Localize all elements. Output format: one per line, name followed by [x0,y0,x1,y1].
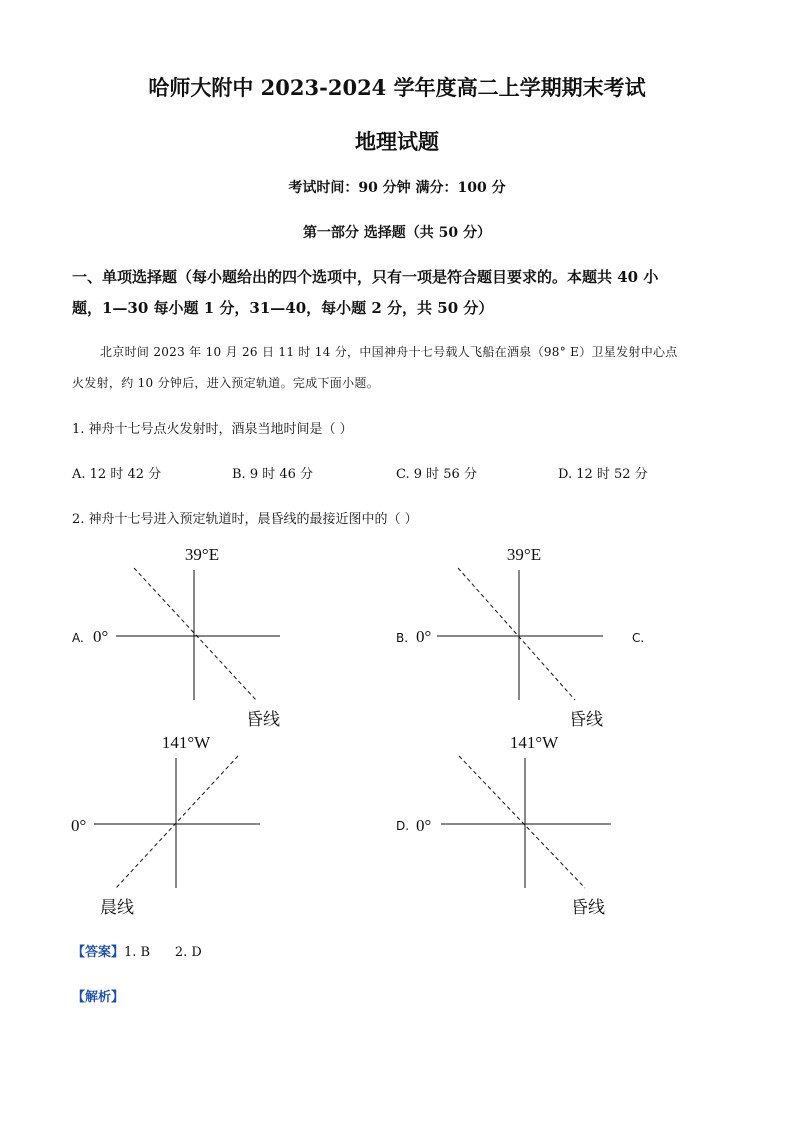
diagram-c-line-label: 晨线 [100,898,134,917]
analysis-label: 【解析】 [72,990,125,1005]
diagram-c-equator-label: 0° [71,816,87,835]
answer-label: 【答案】 [72,945,125,960]
section-heading-line1: 一、单项选择题（每小题给出的四个选项中，只有一项是符合题目要求的。本题共 40 小 [72,268,659,286]
answer-row [72,941,202,960]
part-heading: 第一部分 选择题（共 50 分） [302,225,492,241]
q1-option-a: A. 12 时 42 分 [72,467,162,482]
question-2-stem: 2. 神舟十七号进入预定轨道时，晨昏线的最接近图中的（ ） [72,512,418,527]
diagram-d [385,728,625,918]
page-title: 哈师大附中 2023-2024 学年度高二上学期期末考试 [148,75,646,100]
diagram-b [385,540,625,730]
section-heading-line2: 题，1—30 每小题 1 分，31—40，每小题 2 分，共 50 分） [72,299,494,317]
diagram-a-equator-label: 0° [93,627,109,646]
diagram-d-equator-label: 0° [416,816,432,835]
q1-option-d: D. 12 时 52 分 [558,467,648,482]
diagram-d-letter: D. [396,819,410,833]
exam-info: 考试时间：90 分钟 满分：100 分 [288,180,506,196]
diagram-a-letter: A. [72,631,84,645]
q1-option-b: B. 9 时 46 分 [232,467,314,482]
page-subtitle: 地理试题 [355,129,439,154]
diagram-b-letter: B. [396,631,409,645]
diagram-d-terminator-line [459,756,585,888]
diagram-b-line-label: 昏线 [569,710,603,729]
question-1-stem: 1. 神舟十七号点火发射时，酒泉当地时间是（ ） [72,422,353,437]
diagram-d-line-label: 昏线 [571,898,605,917]
diagram-c [60,728,300,918]
q1-option-c: C. 9 时 56 分 [396,467,477,482]
diagram-c-meridian-label: 141°W [161,733,211,752]
diagram-c-letter: C. [632,631,645,645]
diagram-a-line-label: 昏线 [246,710,280,729]
diagram-c-terminator-line [116,756,238,888]
diagram-b-equator-label: 0° [416,627,432,646]
diagram-a [60,540,300,730]
diagram-d-meridian-label: 141°W [509,733,559,752]
diagram-b-meridian-label: 39°E [506,545,542,564]
diagram-b-terminator-line [458,568,575,700]
passage-line2: 火发射，约 10 分钟后，进入预定轨道。完成下面小题。 [72,376,380,390]
diagram-a-terminator-line [134,568,256,700]
passage-line1: 北京时间 2023 年 10 月 26 日 11 时 14 分，中国神舟十七号载人飞船在酒泉（98° E）卫星发射中心点 [100,345,678,359]
answer-text: 1. B 2. D [124,945,202,960]
diagram-a-meridian-label: 39°E [184,545,220,564]
